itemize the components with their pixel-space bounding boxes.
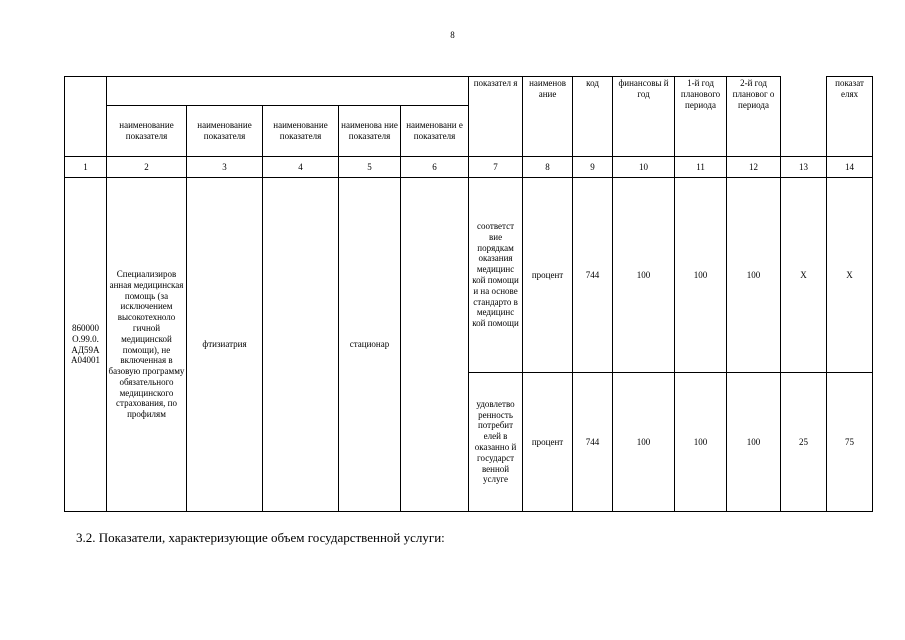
header-sub-col-4: наименование показателя bbox=[263, 106, 339, 157]
col-14-value: Х bbox=[827, 178, 873, 373]
indicator-name: удовлетво ренность потребит елей в оказанно й государст венной услуге bbox=[469, 373, 523, 512]
header-plan-year-1: 1-й год планового периода bbox=[675, 77, 727, 157]
header-indicator: показател я bbox=[469, 77, 523, 157]
header-sub-col-2: наименование показателя bbox=[107, 106, 187, 157]
empty-cell bbox=[263, 178, 339, 512]
unit-name: процент bbox=[523, 178, 573, 373]
col-14-value: 75 bbox=[827, 373, 873, 512]
header-unit-name: наименов ание bbox=[523, 77, 573, 157]
plan-year-1-value: 100 bbox=[675, 373, 727, 512]
col-number: 12 bbox=[727, 157, 781, 178]
header-plan-year-2: 2-й год плановог о периода bbox=[727, 77, 781, 157]
section-heading: 3.2. Показатели, характеризующие объем государственной услуги: bbox=[76, 530, 445, 545]
col-number: 11 bbox=[675, 157, 727, 178]
header-cell-14: показат елях bbox=[827, 77, 873, 157]
fiscal-year-value: 100 bbox=[613, 178, 675, 373]
header-sub-col-5: наименова ние показателя bbox=[339, 106, 401, 157]
fiscal-year-value: 100 bbox=[613, 373, 675, 512]
header-cell-13 bbox=[781, 77, 827, 157]
header-code: код bbox=[573, 77, 613, 157]
header-cell-2-6 bbox=[107, 77, 469, 106]
col-number: 1 bbox=[65, 157, 107, 178]
service-name: Специализиров анная медицинская помощь (за исключением высокотехноло гичной медицинской помощи), не включенная в базовую программу обязательного медицинского страхования, по профилям bbox=[107, 178, 187, 512]
header-fiscal-year: финансовы й год bbox=[613, 77, 675, 157]
profile: фтизиатрия bbox=[187, 178, 263, 512]
col-number: 14 bbox=[827, 157, 873, 178]
header-sub-col-6: наименовани е показателя bbox=[401, 106, 469, 157]
empty-cell bbox=[401, 178, 469, 512]
col-number: 4 bbox=[263, 157, 339, 178]
quality-indicators-table bbox=[64, 76, 873, 512]
col-number: 5 bbox=[339, 157, 401, 178]
okei-code: 744 bbox=[573, 178, 613, 373]
header-cell-1 bbox=[65, 77, 107, 157]
page-number: 8 bbox=[450, 30, 455, 40]
col-number: 7 bbox=[469, 157, 523, 178]
col-13-value: 25 bbox=[781, 373, 827, 512]
registry-code: 860000 О.99.0. АД59А А04001 bbox=[65, 178, 107, 512]
col-number: 13 bbox=[781, 157, 827, 178]
indicator-name: соответст вие порядкам оказания медицинс кой помощи и на основе стандарто в медицинс кой помощи bbox=[469, 178, 523, 373]
plan-year-1-value: 100 bbox=[675, 178, 727, 373]
col-number: 8 bbox=[523, 157, 573, 178]
header-sub-col-3: наименование показателя bbox=[187, 106, 263, 157]
col-number: 10 bbox=[613, 157, 675, 178]
col-number: 2 bbox=[107, 157, 187, 178]
col-13-value: Х bbox=[781, 178, 827, 373]
table-row bbox=[65, 178, 873, 373]
plan-year-2-value: 100 bbox=[727, 373, 781, 512]
plan-year-2-value: 100 bbox=[727, 178, 781, 373]
condition: стационар bbox=[339, 178, 401, 512]
col-number: 6 bbox=[401, 157, 469, 178]
header-row-top bbox=[65, 77, 873, 106]
okei-code: 744 bbox=[573, 373, 613, 512]
column-numbers-row bbox=[65, 157, 873, 178]
unit-name: процент bbox=[523, 373, 573, 512]
col-number: 3 bbox=[187, 157, 263, 178]
col-number: 9 bbox=[573, 157, 613, 178]
